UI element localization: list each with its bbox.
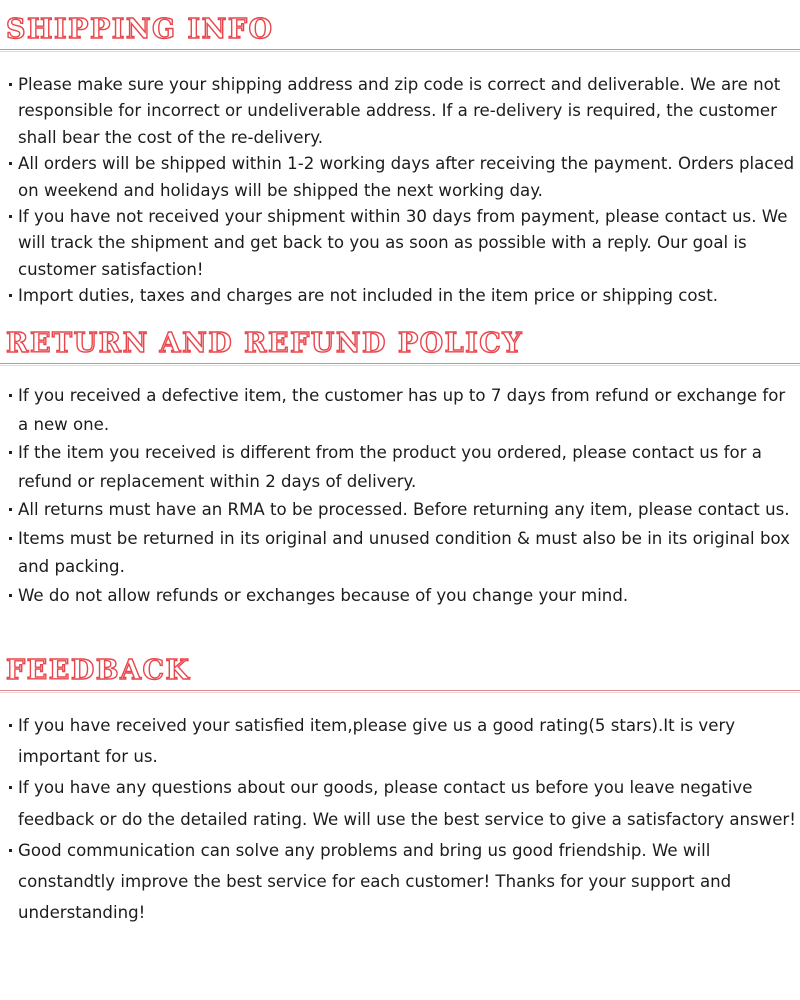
bullet-icon <box>9 537 12 540</box>
list-item-text: All orders will be shipped within 1-2 working days after receiving the payment. Orders placed on weekend and holidays will be shipped the next working day. <box>18 154 795 200</box>
shipping-info-heading-bar <box>0 4 800 50</box>
shipping-info-list <box>0 72 800 310</box>
bullet-icon <box>9 849 12 852</box>
list-item-text: If you have received your satisfied item,please give us a good rating(5 stars).It is very important for us. <box>18 716 736 767</box>
feedback-list <box>0 710 800 928</box>
shipping-info-section <box>0 4 800 310</box>
list-item-text: Import duties, taxes and charges are not included in the item price or shipping cost. <box>18 286 718 306</box>
section-divider-shadow <box>0 365 800 366</box>
section-divider <box>0 690 800 691</box>
shipping-info-heading: SHIPPING INFO <box>6 14 274 45</box>
list-item-text: We do not allow refunds or exchanges because of you change your mind. <box>18 585 629 605</box>
list-item-text: If you have not received your shipment within 30 days from payment, please contact us. We will track the shipment and get back to you as soon as possible with a reply. Our goal is customer satisfaction! <box>18 207 788 279</box>
feedback-section <box>0 645 800 928</box>
list-item <box>0 439 800 496</box>
return-refund-heading: RETURN AND REFUND POLICY <box>6 328 524 359</box>
bullet-icon <box>9 451 12 454</box>
list-item <box>0 496 800 525</box>
list-item <box>0 525 800 582</box>
section-divider <box>0 49 800 50</box>
list-item <box>0 582 800 611</box>
list-item <box>0 772 800 834</box>
bullet-icon <box>9 162 12 165</box>
list-item <box>0 283 800 309</box>
list-item-text: Items must be returned in its original and unused condition & must also be in its original box and packing. <box>18 528 790 576</box>
feedback-heading-bar <box>0 645 800 691</box>
list-item-text: If you received a defective item, the customer has up to 7 days from refund or exchange for a new one. <box>18 386 786 434</box>
return-refund-section <box>0 318 800 610</box>
bullet-icon <box>9 215 12 218</box>
list-item <box>0 151 800 204</box>
list-item-text: Good communication can solve any problems and bring us good friendship. We will constandtly improve the best service for each customer! Thanks for your support and understanding! <box>18 840 732 923</box>
feedback-heading: FEEDBACK <box>6 655 191 686</box>
list-item-text: All returns must have an RMA to be processed. Before returning any item, please contact us. <box>18 500 790 519</box>
bullet-icon <box>9 724 12 727</box>
bullet-icon <box>9 394 12 397</box>
list-item <box>0 204 800 283</box>
section-divider <box>0 363 800 364</box>
list-item <box>0 710 800 772</box>
bullet-icon <box>9 294 12 297</box>
bullet-icon <box>9 786 12 789</box>
section-divider-shadow <box>0 51 800 52</box>
section-divider-shadow <box>0 692 800 693</box>
list-item <box>0 72 800 151</box>
bullet-icon <box>9 83 12 86</box>
list-item <box>0 382 800 439</box>
list-item-text: Please make sure your shipping address and zip code is correct and deliverable. We are not responsible for incorrect or undeliverable address. If a re-delivery is required, the customer shall bear the cost of the re-delivery. <box>18 75 781 147</box>
return-refund-list <box>0 382 800 610</box>
list-item-text: If the item you received is different from the product you ordered, please contact us for a refund or replacement within 2 days of delivery. <box>18 443 762 491</box>
return-refund-heading-bar <box>0 318 800 364</box>
bullet-icon <box>9 594 12 597</box>
list-item <box>0 835 800 929</box>
list-item-text: If you have any questions about our goods, please contact us before you leave negative feedback or do the detailed rating. We will use the best service to give a satisfactory answer! <box>18 778 796 829</box>
bullet-icon <box>9 508 12 511</box>
